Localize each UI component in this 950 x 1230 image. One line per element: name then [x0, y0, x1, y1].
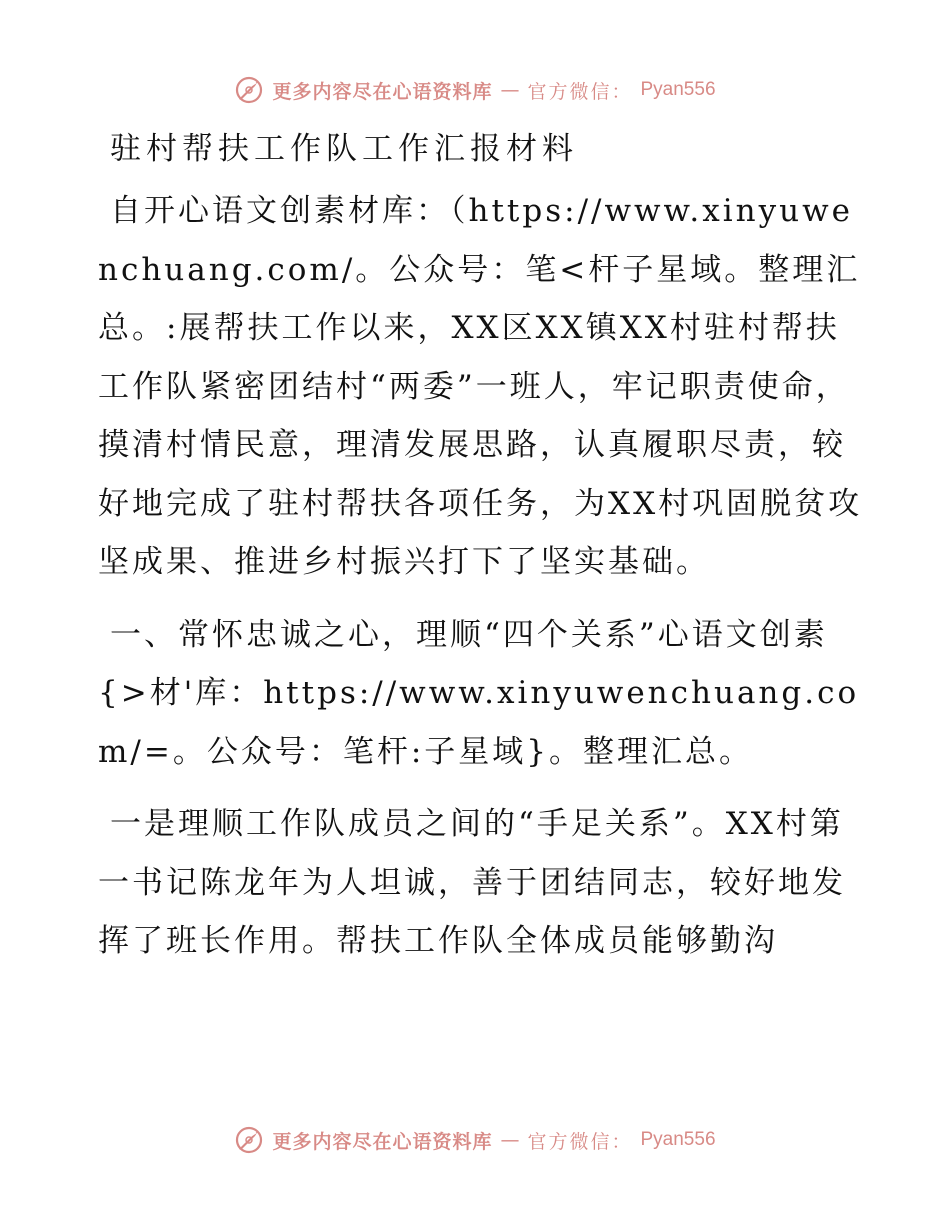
- paragraph-point-one: 一是理顺工作队成员之间的“手足关系”。XX村第一书记陈龙年为人坦诚，善于团结同志，较好地发挥了班长作用。帮扶工作队全体成员能够勤沟: [98, 806, 846, 959]
- header-banner-wechat-id: Pyan556: [640, 79, 716, 100]
- header-banner-content: [234, 75, 715, 105]
- header-banner-label: 官方微信：: [527, 80, 633, 103]
- paragraph-intro: 自开心语文创素材库：（https://www.xinyuwenchuang.com/。公众号：笔<杆子星域。整理汇总。:展帮扶工作以来，XX区XX镇XX村驻村帮扶工作队紧密团结村“两委”一班人，牢记职责使命，摸清村情民意，理清发展思路，认真履职尽责，较好地完成了驻村帮扶各项任务，为XX村巩固脱贫攻坚成果、推进乡村振兴打下了坚实基础。: [98, 193, 863, 580]
- document-body: [98, 120, 868, 985]
- document-title: 驻村帮扶工作队工作汇报材料: [110, 131, 578, 167]
- footer-banner-label: 官方微信：: [527, 1130, 633, 1153]
- header-banner: [0, 70, 950, 110]
- footer-banner: [0, 1120, 950, 1160]
- quill-pen-logo-icon: [234, 1125, 264, 1155]
- footer-banner-main-text: 更多内容尽在心语资料库: [272, 1130, 493, 1153]
- footer-banner-wechat-id: Pyan556: [640, 1129, 716, 1150]
- footer-banner-content: [234, 1125, 715, 1155]
- footer-banner-separator: —: [500, 1129, 520, 1151]
- paragraph-section-one-heading: 一、常怀忠诚之心，理顺“四个关系”心语文创素{>材'库：https://www.xinyuwenchuang.com/=。公众号：笔杆:子星域}。整理汇总。: [98, 616, 860, 770]
- header-banner-main-text: 更多内容尽在心语资料库: [272, 80, 493, 103]
- quill-pen-logo-icon: [234, 75, 264, 105]
- header-banner-separator: —: [500, 79, 520, 101]
